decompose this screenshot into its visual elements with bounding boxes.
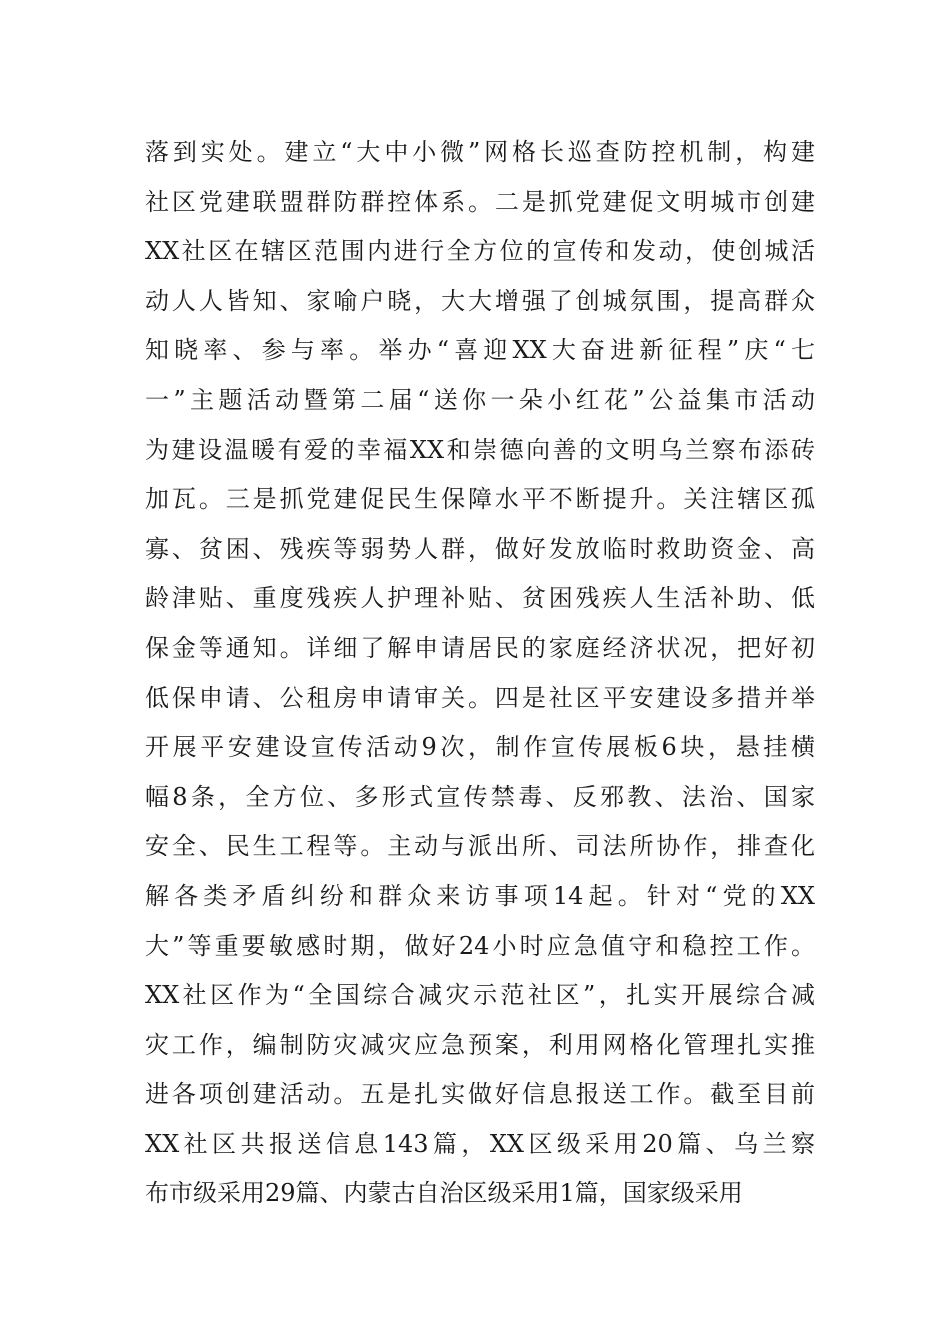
text-line: 一”主题活动暨第二届“送你一朵小红花”公益集市活动 [145,385,815,414]
text-line: XX社区共报送信息143篇，XX区级采用20篇、乌兰察 [145,1129,815,1158]
text-line: 保金等通知。详细了解申请居民的家庭经济状况，把好初 [145,633,815,662]
text-line: XX社区在辖区范围内进行全方位的宣传和发动，使创城活 [145,237,815,266]
text-line: 开展平安建设宣传活动9次，制作宣传展板6块，悬挂横 [145,733,815,762]
text-line: 知晓率、参与率。举办“喜迎XX大奋进新征程”庆“七 [145,336,815,365]
text-line: 寡、贫困、残疾等弱势人群，做好发放临时救助资金、高 [145,534,815,563]
text-line: 龄津贴、重度残疾人护理补贴、贫困残疾人生活补助、低 [145,584,815,613]
text-line: 解各类矛盾纠纷和群众来访事项14起。针对“党的XX [145,881,815,910]
body-text [145,128,815,1219]
text-line: 为建设温暖有爱的幸福XX和崇德向善的文明乌兰察布添砖 [145,435,815,464]
text-line: 幅8条，全方位、多形式宣传禁毒、反邪教、法治、国家 [145,782,815,811]
text-line: XX社区作为“全国综合减灾示范社区”，扎实开展综合减 [145,981,815,1010]
text-line: 布市级采用29篇、内蒙古自治区级采用1篇，国家级采用 [145,1179,743,1208]
text-line: 落到实处。建立“大中小微”网格长巡查防控机制，构建 [145,138,815,166]
text-line: 低保申请、公租房申请审关。四是社区平安建设多措并举 [145,683,815,712]
text-line: 动人人皆知、家喻户晓，大大增强了创城氛围，提高群众 [145,286,815,315]
text-line: 进各项创建活动。五是扎实做好信息报送工作。截至目前 [145,1080,815,1109]
text-line: 灾工作，编制防灾减灾应急预案，利用网格化管理扎实推 [145,1030,815,1059]
text-line: 加瓦。三是抓党建促民生保障水平不断提升。关注辖区孤 [145,485,815,514]
text-line: 社区党建联盟群防群控体系。二是抓党建促文明城市创建 [145,187,815,216]
text-line: 大”等重要敏感时期，做好24小时应急值守和稳控工作。 [145,931,815,960]
text-line: 安全、民生工程等。主动与派出所、司法所协作，排查化 [145,832,815,861]
